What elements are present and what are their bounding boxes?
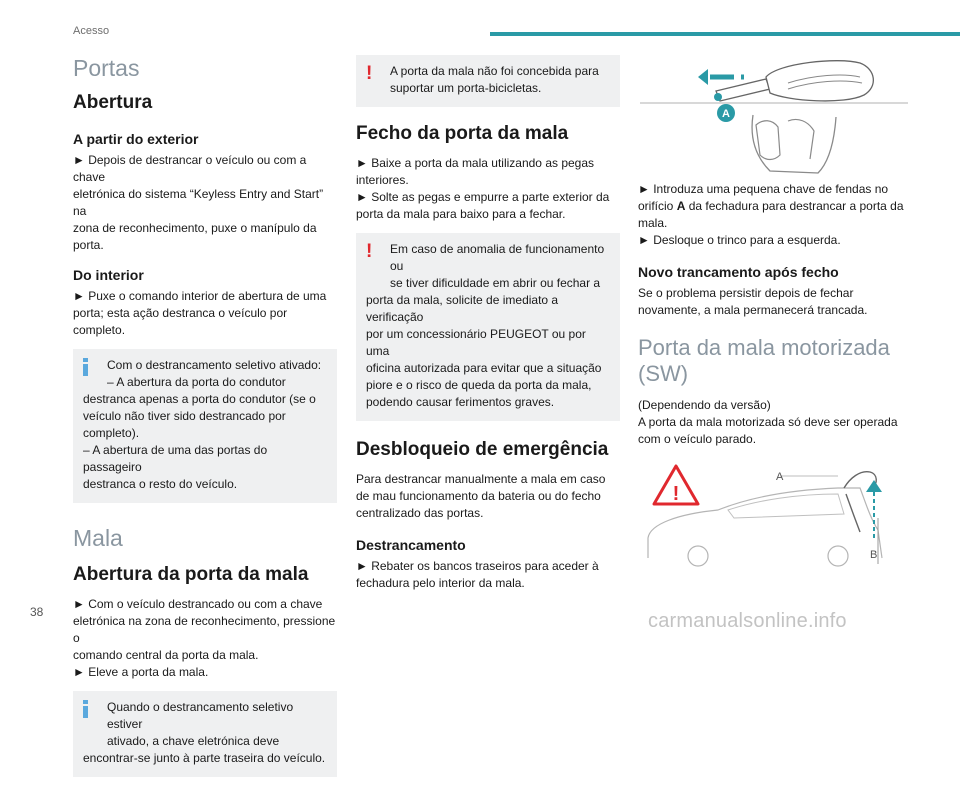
text-interior: ► Puxe o comando interior de abertura de uma porta; esta ação destranca o veículo por completo. [73, 289, 327, 337]
heading-destrancamento: Destrancamento [356, 537, 466, 553]
title-mala: Mala [73, 525, 123, 551]
column-middle [356, 55, 620, 602]
title-portas: Portas [73, 55, 140, 81]
heading-desbloqueio: Desbloqueio de emergência [356, 439, 609, 460]
illustration-label-a: A [722, 108, 730, 120]
warning-triangle-mark: ! [672, 483, 680, 505]
text-abertura-mala: ► Com o veículo destrancado ou com a chave eletrónica na zona de reconhecimento, pressione o comando central da porta da mala. ► Eleve a porta da mala. [73, 597, 336, 679]
warning-exclamation-icon: ! [366, 63, 373, 84]
warning-note-porta-bicicletas: ! A porta da mala não foi concebida para suportar um porta-bicicletas. [356, 55, 620, 107]
text-desbloqueio: Para destrancar manualmente a mala em caso de mau funcionamento da bateria ou do fecho centralizado das portas. [356, 472, 606, 520]
text-chave-fendas: ► Introduza uma pequena chave de fendas no orifício A da fechadura para destrancar a porta da mala. ► Desloque o trinco para a esquerda. [638, 182, 904, 247]
car-label-b: B [870, 549, 878, 561]
column-left [73, 55, 337, 787]
heading-fecho: Fecho da porta da mala [356, 123, 569, 144]
header-accent-bar [490, 32, 960, 36]
info-note-seletivo: Com o destrancamento seletivo ativado: – A abertura da porta do condutor destranca apenas a porta do condutor (se o veículo não tiver sido destrancado por completo). – A abertura de uma das portas do passageiro destranca o resto do veículo. [73, 349, 337, 503]
heading-abertura-mala: Abertura da porta da mala [73, 564, 309, 585]
column-right [638, 55, 910, 568]
info-icon [83, 358, 88, 376]
heading-interior: Do interior [73, 267, 144, 283]
warning-exclamation-icon: ! [366, 241, 373, 262]
text-exterior: ► Depois de destrancar o veículo ou com a chave eletrónica do sistema “Keyless Entry and Start” na zona de reconhecimento, puxe o manípulo da porta. [73, 153, 324, 252]
car-label-a: A [776, 471, 784, 483]
text-porta-motorizada: (Dependendo da versão) A porta da mala motorizada só deve ser operada com o veículo parado. [638, 398, 898, 446]
heading-abertura: Abertura [73, 92, 153, 113]
screwdriver-lock-illustration [638, 55, 910, 175]
heading-exterior: A partir do exterior [73, 131, 199, 147]
header-section-label: Acesso [73, 25, 110, 37]
warning-note-anomalia: ! Em caso de anomalia de funcionamento ou se tiver dificuldade em abrir ou fechar a porta da mala, solicite de imediato a verificação por um concessionário PEUGEOT ou por uma oficina autorizada para evitar que a situação piore e o risco de queda da porta da mala, podendo causar ferimentos graves. [356, 233, 620, 421]
car-tailgate-illustration [638, 458, 898, 568]
watermark: carmanualsonline.info [648, 610, 847, 632]
page-number: 38 [30, 605, 44, 619]
info-icon [83, 700, 88, 718]
text-novo-trancamento: Se o problema persistir depois de fechar novamente, a mala permanecerá trancada. [638, 286, 868, 317]
info-note-chave: Quando o destrancamento seletivo estiver ativado, a chave eletrónica deve encontrar-se junto à parte traseira do veículo. [73, 691, 337, 777]
heading-novo-trancamento: Novo trancamento após fecho [638, 264, 839, 280]
text-fecho: ► Baixe a porta da mala utilizando as pegas interiores. ► Solte as pegas e empurre a parte exterior da porta da mala para baixo para a fechar. [356, 156, 610, 221]
title-porta-motorizada: Porta da mala motorizada (SW) [638, 335, 890, 386]
text-destrancamento: ► Rebater os bancos traseiros para aceder à fechadura pelo interior da mala. [356, 559, 599, 590]
